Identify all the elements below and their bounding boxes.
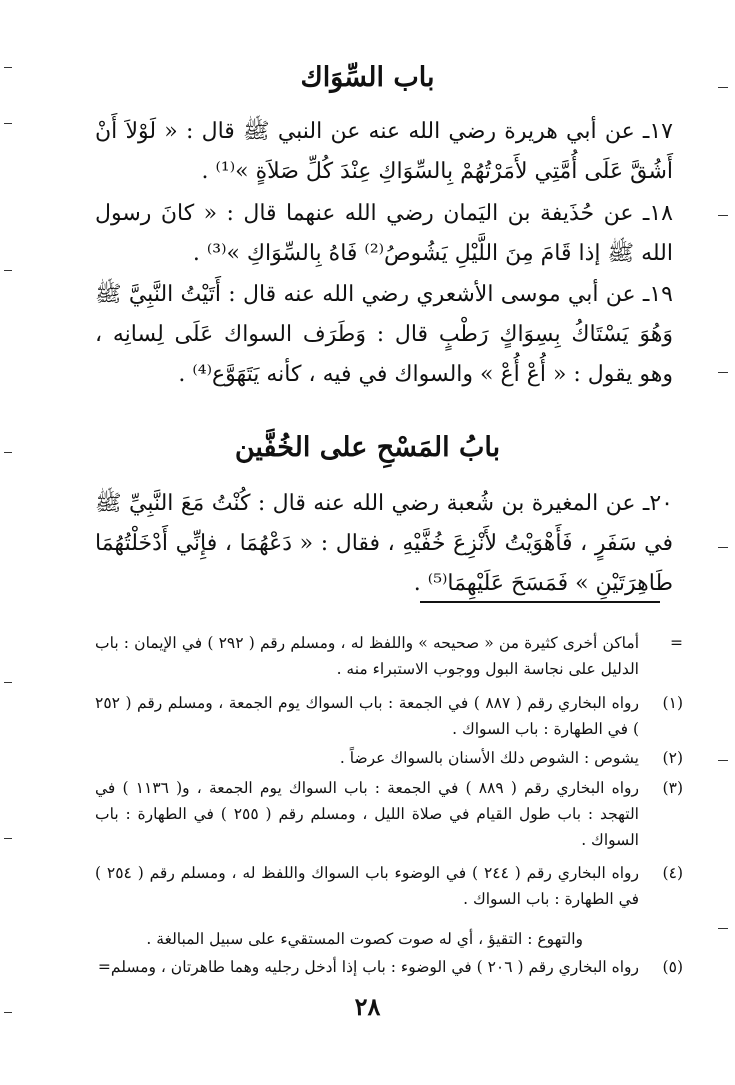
scan-edge-mark — [4, 452, 12, 453]
footnote-2 — [95, 745, 683, 771]
hadith-number: ١٩ — [649, 282, 673, 307]
hadith-number: ٢٠ — [649, 491, 673, 516]
scan-edge-mark — [718, 547, 728, 548]
scan-edge-mark — [4, 270, 12, 271]
footnote-4-note — [95, 926, 683, 952]
scan-edge-mark — [718, 760, 728, 761]
hadith-19 — [95, 275, 673, 395]
footnote-text: والتهوع : التقيؤ ، أي له صوت كصوت المستقيء على سبيل المبالغة . — [146, 930, 583, 948]
scan-edge-mark — [4, 1012, 12, 1013]
hadith-text: ـ عن حُذَيفة بن اليَمان رضي الله عنهما قال : « كانَ رسول الله ﷺ إذا قَامَ مِنَ اللَّيْلِ يَشُوصُ⁽²⁾ فَاهُ بِالسِّوَاكِ »⁽³⁾ . — [95, 201, 673, 266]
scan-edge-mark — [718, 215, 728, 216]
hadith-number: ١٧ — [649, 119, 673, 144]
hadith-number: ١٨ — [649, 201, 673, 226]
footnote-1 — [95, 690, 683, 742]
footnote-5 — [95, 954, 683, 980]
scan-edge-mark — [4, 123, 12, 124]
scan-edge-mark — [718, 928, 728, 929]
footnote-marker: (٢) — [662, 749, 683, 767]
hadith-18 — [95, 194, 673, 274]
footnote-marker: (١) — [662, 694, 683, 712]
page-number: ٢٨ — [354, 992, 381, 1021]
footnote-text: يشوص : الشوص دلك الأسنان بالسواك عرضاً . — [339, 749, 639, 767]
hadith-text: ـ عن أبي موسى الأشعري رضي الله عنه قال : أَتَيْتُ النَّبِيَّ ﷺ وَهُوَ يَسْتَاكُ بِسِوَاكٍ رَطْبٍ قال : وَطَرَف السواك عَلَى لِسانِه ، وهو يقول : « أُعْ أُعْ » والسواك في فيه ، كأنه يَتَهَوَّع⁽⁴⁾ . — [95, 282, 673, 387]
hadith-text: ـ عن المغيرة بن شُعبة رضي الله عنه قال : كُنْتُ مَعَ النَّبِيِّ ﷺ في سَفَرٍ ، فَأَهْوَيْتُ لأَنْزِعَ خُفَّيْهِ ، فقال : « دَعْهُمَا ، فإِنِّي أَدْخَلْتُهُمَا طَاهِرَتَيْنِ » فَمَسَحَ عَلَيْهِمَا⁽⁵⁾ . — [95, 491, 673, 596]
footnote-marker: = — [670, 634, 683, 652]
footnote-continuation — [95, 630, 683, 682]
footnote-marker: (٣) — [662, 779, 683, 797]
hadith-17 — [95, 112, 673, 192]
footnote-marker: (٥) — [662, 958, 683, 976]
hadith-20 — [95, 484, 673, 604]
section-title-mash-khuffain: بابُ المَسْحِ على الخُفَّين — [234, 432, 501, 463]
footnote-text: أماكن أخرى كثيرة من « صحيحه » واللفظ له ، ومسلم رقم ( ٢٩٢ ) في الإيمان : باب الدليل على نجاسة البول ووجوب الاستبراء منه . — [95, 634, 640, 678]
footnote-4 — [95, 860, 683, 912]
footnote-text: رواه البخاري رقم ( ٢٠٦ ) في الوضوء : باب إذا أدخل رجليه وهما طاهرتان ، ومسلم= — [97, 958, 639, 976]
scan-edge-mark — [4, 838, 12, 839]
scan-edge-mark — [718, 372, 728, 373]
footnote-3 — [95, 775, 683, 853]
footnote-text: رواه البخاري رقم ( ٨٨٧ ) في الجمعة : باب السواك يوم الجمعة ، ومسلم رقم ( ٢٥٢ ) في الطهارة : باب السواك . — [95, 694, 639, 738]
scan-edge-mark — [4, 682, 12, 683]
scan-edge-mark — [4, 67, 12, 68]
hadith-text: ـ عن أبي هريرة رضي الله عنه عن النبي ﷺ قال : « لَوْلاَ أَنْ أَشُقَّ عَلَى أُمَّتِي لأَمَرْتُهُمْ بِالسِّوَاكِ عِنْدَ كُلِّ صَلاَةٍ »⁽¹⁾ . — [95, 119, 673, 184]
footnote-separator — [420, 601, 660, 603]
footnote-text: رواه البخاري رقم ( ٢٤٤ ) في الوضوء باب السواك واللفظ له ، ومسلم رقم ( ٢٥٤ ) في الطهارة : باب السواك . — [95, 864, 639, 908]
footnote-text: رواه البخاري رقم ( ٨٨٩ ) في الجمعة : باب السواك يوم الجمعة ، و( ١١٣٦ ) في التهجد : باب طول القيام في صلاة الليل ، ومسلم رقم ( ٢٥٥ ) في الطهارة : باب السواك . — [95, 779, 640, 849]
section-title-siwak: باب السِّوَاك — [300, 62, 435, 93]
footnote-marker: (٤) — [662, 864, 683, 882]
scan-edge-mark — [718, 87, 728, 88]
